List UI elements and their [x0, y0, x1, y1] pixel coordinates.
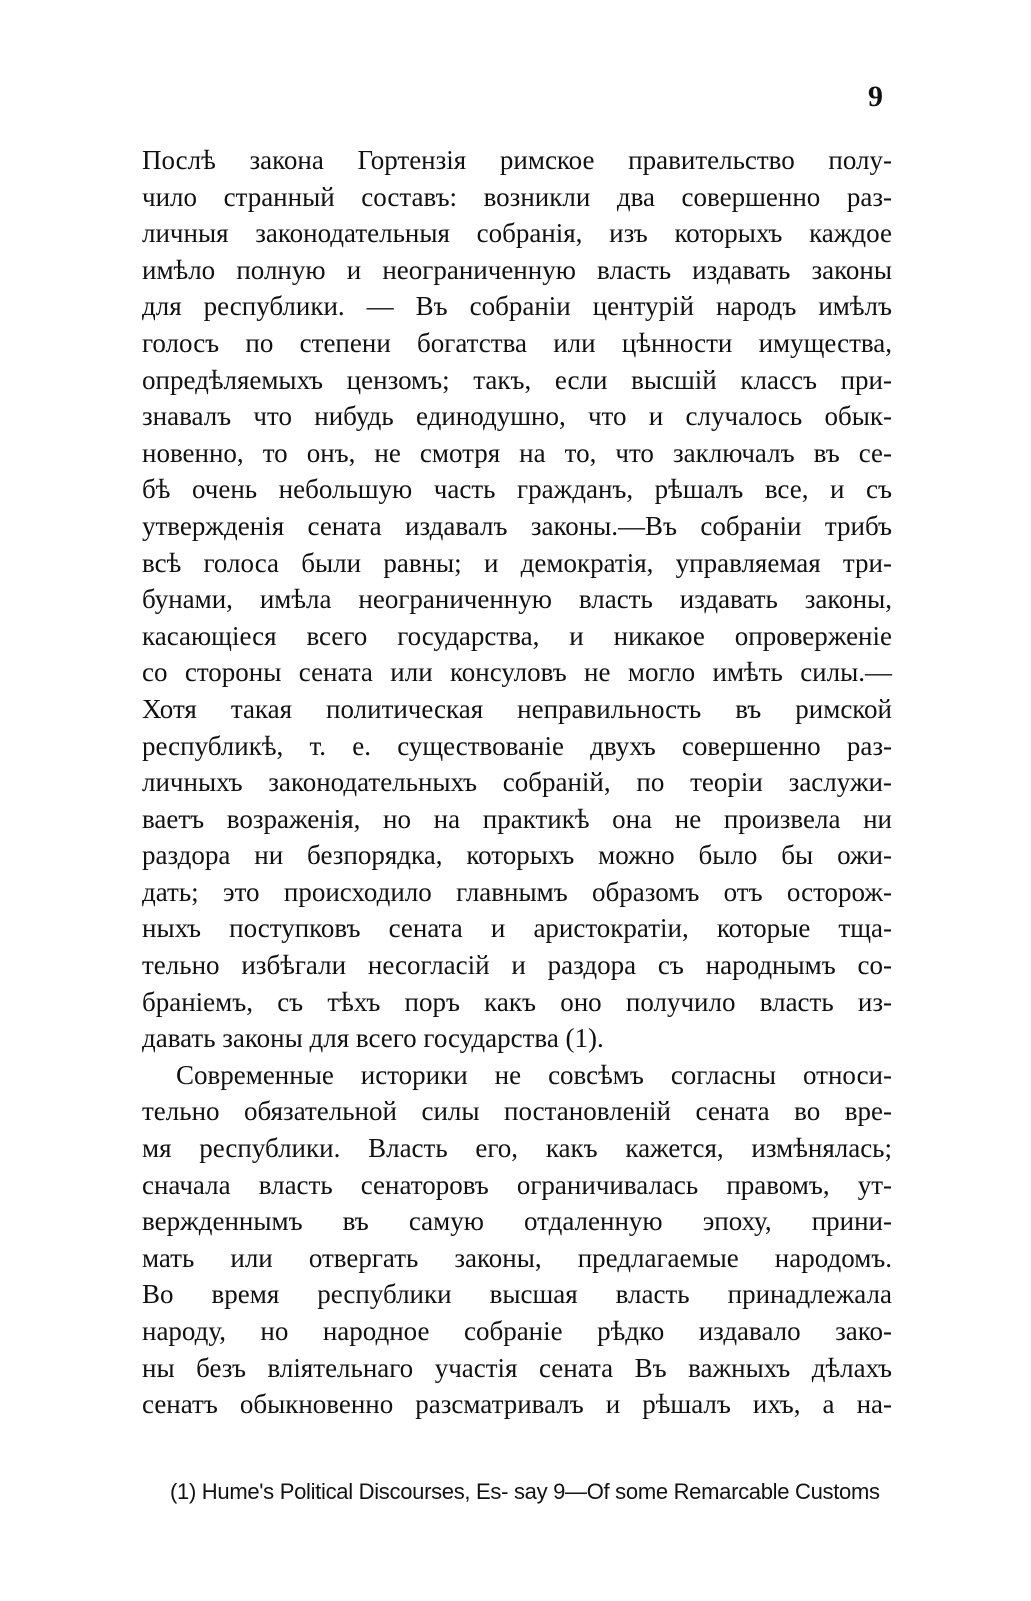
text-line: личныхъ законодательныхъ собраній, по теоріи заслужи- [142, 767, 892, 798]
text-line: со стороны сената или консуловъ не могло имѣть силы.— [142, 657, 892, 688]
text-line: давать законы для всего государства (1). [142, 1023, 604, 1054]
text-line: ныхъ поступковъ сената и аристократіи, которые тща- [142, 913, 892, 944]
text-line: знавалъ что нибудь единодушно, что и случалось обык- [142, 401, 892, 432]
text-line: Во время республики высшая власть принадлежала [142, 1279, 892, 1310]
text-line: Современные историки не совсѣмъ согласны относи- [176, 1059, 892, 1090]
text-line: вержденнымъ въ самую отдаленную эпоху, прини- [142, 1206, 892, 1237]
text-line: касающіеся всего государства, и никакое опроверженіе [142, 620, 892, 651]
text-line: сначала власть сенаторовъ ограничивалась правомъ, ут- [142, 1169, 892, 1200]
text-line: голосъ по степени богатства или цѣнности имущества, [142, 327, 892, 358]
text-line: республикѣ, т. е. существованіе двухъ совершенно раз- [142, 730, 892, 761]
text-line: Хотя такая политическая неправильность въ римской [142, 693, 892, 724]
footnote: (1) Hume's Political Discourses, Es- say 9—Of some Remarcable Customs [170, 1479, 880, 1504]
text-line: для республики. — Въ собраніи центурій народъ имѣлъ [142, 291, 892, 322]
text-line: Послѣ закона Гортензія римское правительство полу- [142, 145, 892, 175]
text-line: дать; это происходило главнымъ образомъ отъ осторож- [142, 876, 892, 907]
text-line: раздора ни безпорядка, которыхъ можно было бы ожи- [142, 840, 892, 871]
text-line: новенно, то онъ, не смотря на то, что заключалъ въ се- [142, 437, 892, 468]
text-line: бѣ очень небольшую часть гражданъ, рѣшалъ все, и съ [142, 474, 892, 505]
text-line: всѣ голоса были равны; и демократія, управляемая три- [142, 547, 892, 578]
text-line: личныя законодательныя собранія, изъ которыхъ каждое [142, 218, 892, 249]
text-line: народу, но народное собраніе рѣдко издавало зако- [142, 1316, 892, 1346]
text-line: имѣло полную и неограниченную власть издавать законы [142, 254, 892, 285]
text-line: сенатъ обыкновенно разсматривалъ и рѣшалъ ихъ, а на- [142, 1389, 892, 1420]
text-line: мать или отвергать законы, предлагаемые народомъ. [142, 1242, 892, 1273]
paragraph [142, 142, 892, 1057]
text-line: тельно избѣгали несогласій и раздора съ народнымъ со- [142, 950, 892, 981]
text-line: мя республики. Власть его, какъ кажется, измѣнялась; [142, 1133, 892, 1164]
text-line: утвержденія сената издавалъ законы.—Въ собраніи трибъ [142, 510, 892, 541]
text-line: браніемъ, съ тѣхъ поръ какъ оно получило власть из- [142, 986, 892, 1017]
text-line: бунами, имѣла неограниченную власть издавать законы, [142, 584, 892, 615]
text-line: чило странный составъ: возникли два совершенно раз- [142, 181, 892, 212]
text-line: опредѣляемыхъ цензомъ; такъ, если высшій классъ при- [142, 364, 892, 395]
text-line: тельно обязательной силы постановленій сената во вре- [142, 1096, 892, 1127]
text-line: ваетъ возраженія, но на практикѣ она не произвела ни [142, 803, 892, 834]
body-text [142, 142, 892, 1423]
paragraph [142, 1057, 892, 1423]
page-number: 9 [868, 80, 883, 113]
text-line: ны безъ вліятельнаго участія сената Въ важныхъ дѣлахъ [142, 1352, 892, 1383]
